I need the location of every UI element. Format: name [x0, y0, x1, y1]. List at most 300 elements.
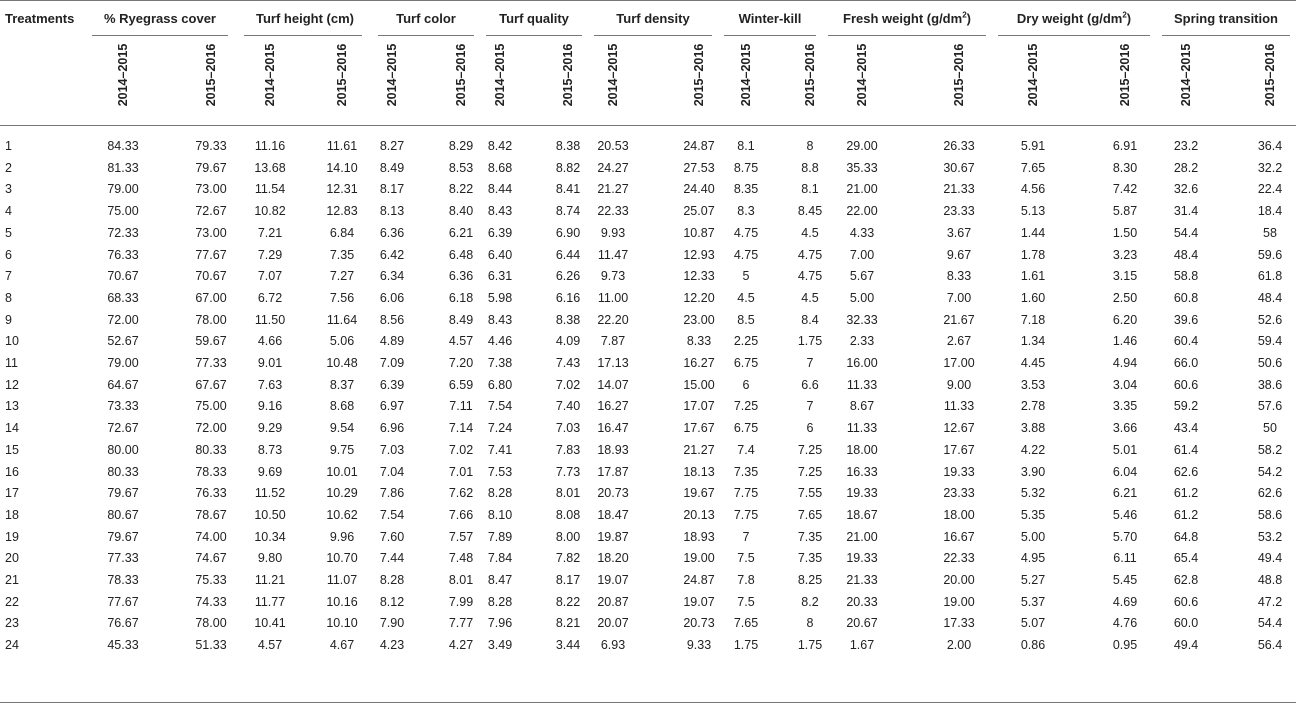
table-cell: 6.80: [487, 378, 513, 392]
table-cell: 5.87: [1112, 204, 1138, 218]
treatment-number: 7: [5, 269, 12, 283]
table-cell: 60.8: [1173, 291, 1199, 305]
table-cell: 75.00: [195, 399, 227, 413]
table-cell: 8.42: [487, 139, 513, 153]
treatment-number: 23: [5, 616, 19, 630]
table-cell: 0.86: [1020, 638, 1046, 652]
treatment-number: 17: [5, 486, 19, 500]
table-cell: 4.94: [1112, 356, 1138, 370]
table-cell: 21.00: [846, 530, 878, 544]
table-cell: 6.36: [448, 269, 474, 283]
table-cell: 8.74: [555, 204, 581, 218]
treatment-number: 13: [5, 399, 19, 413]
table-cell: 10.87: [683, 226, 715, 240]
group-underline: [828, 35, 986, 36]
table-cell: 3.35: [1112, 399, 1138, 413]
table-cell: 67.00: [195, 291, 227, 305]
table-cell: 8.29: [448, 139, 474, 153]
table-cell: 7.57: [448, 530, 474, 544]
table-cell: 3.88: [1020, 421, 1046, 435]
table-cell: 22.33: [597, 204, 629, 218]
bottom-rule: [0, 702, 1296, 703]
table-cell: 9.80: [257, 551, 283, 565]
table-cell: 38.6: [1257, 378, 1283, 392]
header-group-label: Turf height (cm): [256, 11, 354, 26]
table-cell: 7.14: [448, 421, 474, 435]
table-cell: 4.75: [797, 248, 823, 262]
table-cell: 10.34: [254, 530, 286, 544]
table-cell: 2.50: [1112, 291, 1138, 305]
group-underline: [244, 35, 362, 36]
table-cell: 52.6: [1257, 313, 1283, 327]
table-cell: 8.1: [801, 182, 819, 196]
table-cell: 3.67: [946, 226, 972, 240]
table-cell: 4.75: [733, 226, 759, 240]
table-cell: 8.67: [849, 399, 875, 413]
table-cell: 11.07: [326, 573, 358, 587]
table-cell: 2.67: [946, 334, 972, 348]
table-cell: 7: [742, 530, 750, 544]
table-cell: 3.44: [555, 638, 581, 652]
table-cell: 8.30: [1112, 161, 1138, 175]
header-group-label: Fresh weight (g/dm: [843, 11, 963, 26]
table-cell: 1.44: [1020, 226, 1046, 240]
table-cell: 68.33: [107, 291, 139, 305]
table-cell: 9.33: [686, 638, 712, 652]
table-cell: 8.73: [257, 443, 283, 457]
header-group: [828, 11, 986, 26]
table-cell: 75.33: [195, 573, 227, 587]
table-cell: 5.46: [1112, 508, 1138, 522]
table-cell: 45.33: [107, 638, 139, 652]
table-cell: 1.67: [849, 638, 875, 652]
table-cell: 8.01: [448, 573, 474, 587]
table-cell: 7.96: [487, 616, 513, 630]
table-cell: 2.00: [946, 638, 972, 652]
table-cell: 16.27: [597, 399, 629, 413]
table-cell: 18.00: [846, 443, 878, 457]
header-group: [486, 11, 582, 26]
header-rule: [0, 125, 1296, 126]
table-cell: 7.56: [329, 291, 355, 305]
year-label: 2014–2015: [116, 43, 130, 107]
table-cell: 61.4: [1173, 443, 1199, 457]
year-label: 2014–2015: [855, 43, 869, 107]
table-cell: 5.27: [1020, 573, 1046, 587]
table-cell: 8.38: [555, 313, 581, 327]
table-cell: 6.93: [600, 638, 626, 652]
table-cell: 10.48: [326, 356, 358, 370]
table-cell: 79.67: [195, 161, 227, 175]
header-group-label: % Ryegrass cover: [103, 11, 216, 26]
table-cell: 7.5: [737, 595, 755, 609]
table-cell: 72.33: [107, 226, 139, 240]
table-cell: 77.67: [195, 248, 227, 262]
table-cell: 11.00: [597, 291, 629, 305]
table-cell: 35.33: [846, 161, 878, 175]
table-cell: 58.6: [1257, 508, 1283, 522]
group-underline: [92, 35, 228, 36]
table-cell: 18.13: [683, 465, 715, 479]
table-cell: 7.35: [797, 530, 823, 544]
table-cell: 52.67: [107, 334, 139, 348]
table-cell: 1.75: [797, 334, 823, 348]
table-cell: 1.50: [1112, 226, 1138, 240]
table-cell: 6.18: [448, 291, 474, 305]
table-cell: 6.39: [487, 226, 513, 240]
header-group: [92, 11, 228, 26]
table-cell: 8: [806, 616, 814, 630]
table-cell: 12.67: [943, 421, 975, 435]
table-cell: 11.33: [943, 399, 975, 413]
year-label: 2014–2015: [263, 43, 277, 107]
year-label: 2015–2016: [335, 43, 349, 107]
table-cell: 8.37: [329, 378, 355, 392]
table-cell: 11.61: [326, 139, 358, 153]
table-cell: 4.95: [1020, 551, 1046, 565]
table-cell: 72.00: [107, 313, 139, 327]
table-cell: 7.00: [946, 291, 972, 305]
table-cell: 12.93: [683, 248, 715, 262]
table-cell: 19.07: [597, 573, 629, 587]
header-group-suffix: ): [966, 11, 971, 26]
table-cell: 80.33: [107, 465, 139, 479]
table-cell: 21.00: [846, 182, 878, 196]
table-cell: 7.11: [449, 399, 473, 413]
header-group: [378, 11, 474, 26]
table-cell: 7.77: [448, 616, 474, 630]
table-cell: 32.2: [1257, 161, 1283, 175]
header-group-label: Winter-kill: [738, 11, 802, 26]
table-cell: 7.63: [257, 378, 283, 392]
table-cell: 60.6: [1173, 595, 1199, 609]
table-cell: 19.33: [846, 551, 878, 565]
table-cell: 9.16: [257, 399, 283, 413]
table-cell: 7.75: [733, 486, 759, 500]
table-cell: 22.33: [943, 551, 975, 565]
table-cell: 78.00: [195, 313, 227, 327]
table-cell: 6.6: [801, 378, 819, 392]
table-cell: 1.78: [1020, 248, 1046, 262]
table-cell: 62.8: [1173, 573, 1199, 587]
table-cell: 64.8: [1173, 530, 1199, 544]
table-cell: 73.00: [195, 182, 227, 196]
table-cell: 0.95: [1112, 638, 1138, 652]
table-cell: 67.67: [195, 378, 227, 392]
table-cell: 3.90: [1020, 465, 1046, 479]
table-cell: 17.67: [943, 443, 975, 457]
table-cell: 4.66: [257, 334, 283, 348]
table-cell: 8.25: [797, 573, 823, 587]
table-cell: 43.4: [1173, 421, 1199, 435]
table-cell: 7.73: [555, 465, 581, 479]
table-cell: 29.00: [846, 139, 878, 153]
table-cell: 57.6: [1257, 399, 1283, 413]
table-cell: 74.33: [195, 595, 227, 609]
table-cell: 10.82: [254, 204, 286, 218]
table-cell: 16.33: [846, 465, 878, 479]
table-cell: 59.2: [1173, 399, 1199, 413]
table-cell: 18.47: [597, 508, 629, 522]
table-cell: 48.4: [1257, 291, 1283, 305]
table-cell: 17.67: [683, 421, 715, 435]
table-cell: 9.54: [329, 421, 355, 435]
table-cell: 8.2: [801, 595, 819, 609]
table-cell: 19.87: [597, 530, 629, 544]
table-cell: 11.50: [254, 313, 286, 327]
table-cell: 61.2: [1173, 486, 1199, 500]
table-cell: 18.20: [597, 551, 629, 565]
table-cell: 61.8: [1257, 269, 1283, 283]
table-cell: 7.03: [379, 443, 405, 457]
table-cell: 54.4: [1173, 226, 1199, 240]
table-cell: 6.16: [555, 291, 581, 305]
table-cell: 31.4: [1173, 204, 1199, 218]
table-cell: 16.67: [943, 530, 975, 544]
table-cell: 11.52: [254, 486, 286, 500]
table-cell: 78.67: [195, 508, 227, 522]
table-cell: 20.00: [943, 573, 975, 587]
treatment-number: 20: [5, 551, 19, 565]
table-cell: 6.91: [1112, 139, 1138, 153]
treatment-number: 12: [5, 378, 19, 392]
table-cell: 19.07: [683, 595, 715, 609]
table-cell: 6: [806, 421, 814, 435]
table-cell: 36.4: [1257, 139, 1283, 153]
table-cell: 7.66: [448, 508, 474, 522]
table-cell: 12.33: [683, 269, 715, 283]
table-cell: 59.4: [1257, 334, 1283, 348]
table-cell: 62.6: [1173, 465, 1199, 479]
table-cell: 2.33: [849, 334, 875, 348]
table-cell: 7.90: [379, 616, 405, 630]
table-cell: 7.21: [257, 226, 283, 240]
table-cell: 4.09: [555, 334, 581, 348]
table-cell: 66.0: [1173, 356, 1199, 370]
table-cell: 70.67: [195, 269, 227, 283]
top-rule: [0, 0, 1296, 1]
table-cell: 13.68: [254, 161, 286, 175]
table-cell: 80.33: [195, 443, 227, 457]
year-label: 2014–2015: [1026, 43, 1040, 107]
table-cell: 4.67: [329, 638, 355, 652]
table-cell: 7.25: [797, 465, 823, 479]
table-cell: 17.33: [943, 616, 975, 630]
table-cell: 18.93: [597, 443, 629, 457]
table-cell: 32.33: [846, 313, 878, 327]
table-cell: 11.54: [254, 182, 286, 196]
table-cell: 11.64: [326, 313, 358, 327]
table-cell: 8.68: [329, 399, 355, 413]
table-cell: 7.54: [379, 508, 405, 522]
table-cell: 77.67: [107, 595, 139, 609]
table-cell: 76.33: [195, 486, 227, 500]
table-cell: 76.67: [107, 616, 139, 630]
table-cell: 11.47: [597, 248, 629, 262]
table-cell: 5.13: [1020, 204, 1046, 218]
table-cell: 59.67: [195, 334, 227, 348]
table-cell: 8.27: [379, 139, 405, 153]
group-underline: [378, 35, 474, 36]
table-cell: 8.49: [448, 313, 474, 327]
table-cell: 4.56: [1020, 182, 1046, 196]
table-cell: 20.07: [597, 616, 629, 630]
year-label: 2014–2015: [493, 43, 507, 107]
table-cell: 79.33: [195, 139, 227, 153]
table-cell: 3.53: [1020, 378, 1046, 392]
table-cell: 5.98: [487, 291, 513, 305]
year-label: 2015–2016: [561, 43, 575, 107]
table-cell: 84.33: [107, 139, 139, 153]
table-cell: 8.17: [379, 182, 405, 196]
table-cell: 7.02: [448, 443, 474, 457]
table-cell: 8.4: [801, 313, 819, 327]
table-cell: 8: [806, 139, 814, 153]
table-cell: 8.45: [797, 204, 823, 218]
header-treatments: Treatments: [5, 11, 75, 26]
table-cell: 24.87: [683, 139, 715, 153]
header-group-label: Spring transition: [1174, 11, 1278, 26]
table-cell: 8.43: [487, 204, 513, 218]
table-cell: 7.82: [555, 551, 581, 565]
table-cell: 8.38: [555, 139, 581, 153]
table-cell: 28.2: [1173, 161, 1199, 175]
header-group: [594, 11, 712, 26]
year-label: 2015–2016: [1263, 43, 1277, 107]
table-cell: 7.62: [448, 486, 474, 500]
table-cell: 25.07: [683, 204, 715, 218]
table-cell: 8.12: [379, 595, 405, 609]
table-cell: 6.97: [379, 399, 405, 413]
table-cell: 6.34: [379, 269, 405, 283]
table-cell: 54.2: [1257, 465, 1283, 479]
table-cell: 77.33: [107, 551, 139, 565]
table-cell: 6.21: [448, 226, 474, 240]
table-cell: 4.69: [1112, 595, 1138, 609]
table-cell: 18.4: [1257, 204, 1283, 218]
table-cell: 8.53: [448, 161, 474, 175]
group-underline: [594, 35, 712, 36]
treatment-number: 3: [5, 182, 12, 196]
table-cell: 11.21: [254, 573, 286, 587]
table-cell: 7.27: [329, 269, 355, 283]
table-cell: 5.35: [1020, 508, 1046, 522]
table-cell: 7.48: [448, 551, 474, 565]
table-cell: 4.33: [849, 226, 875, 240]
table-cell: 6.20: [1112, 313, 1138, 327]
table-cell: 8.17: [555, 573, 581, 587]
group-underline: [486, 35, 582, 36]
table-cell: 7.20: [448, 356, 474, 370]
table-cell: 30.67: [943, 161, 975, 175]
table-cell: 7.35: [329, 248, 355, 262]
table-cell: 1.75: [733, 638, 759, 652]
treatment-number: 19: [5, 530, 19, 544]
table-cell: 17.13: [597, 356, 629, 370]
table-cell: 16.00: [846, 356, 878, 370]
table-cell: 7.60: [379, 530, 405, 544]
table-cell: 11.16: [254, 139, 286, 153]
group-underline: [1162, 35, 1290, 36]
treatment-number: 18: [5, 508, 19, 522]
year-label: 2015–2016: [454, 43, 468, 107]
table-cell: 5: [742, 269, 750, 283]
table-cell: 23.00: [683, 313, 715, 327]
table-cell: 58.8: [1173, 269, 1199, 283]
table-cell: 8.75: [733, 161, 759, 175]
table-cell: 73.00: [195, 226, 227, 240]
treatment-number: 8: [5, 291, 12, 305]
table-cell: 3.49: [487, 638, 513, 652]
table-cell: 78.33: [195, 465, 227, 479]
treatment-number: 6: [5, 248, 12, 262]
table-cell: 39.6: [1173, 313, 1199, 327]
table-cell: 60.6: [1173, 378, 1199, 392]
treatment-number: 15: [5, 443, 19, 457]
table-cell: 48.8: [1257, 573, 1283, 587]
table-cell: 50: [1263, 421, 1277, 435]
table-cell: 7.86: [379, 486, 405, 500]
table-cell: 32.6: [1173, 182, 1199, 196]
header-group-label: Turf density: [616, 11, 690, 26]
table-cell: 5.06: [329, 334, 355, 348]
table-cell: 21.33: [943, 182, 975, 196]
table-cell: 80.67: [107, 508, 139, 522]
table-cell: 20.67: [846, 616, 878, 630]
table-cell: 19.00: [943, 595, 975, 609]
table-cell: 8.8: [801, 161, 819, 175]
table-cell: 60.4: [1173, 334, 1199, 348]
table-cell: 8.00: [555, 530, 581, 544]
table-cell: 59.6: [1257, 248, 1283, 262]
table-cell: 79.00: [107, 182, 139, 196]
treatment-number: 5: [5, 226, 12, 240]
table-cell: 5.91: [1020, 139, 1046, 153]
table-cell: 8.82: [555, 161, 581, 175]
table-cell: 22.00: [846, 204, 878, 218]
table-cell: 12.83: [326, 204, 358, 218]
table-cell: 8.47: [487, 573, 513, 587]
table-cell: 20.73: [683, 616, 715, 630]
table-cell: 4.75: [733, 248, 759, 262]
table-cell: 7.65: [733, 616, 759, 630]
table-cell: 47.2: [1257, 595, 1283, 609]
table-cell: 6.96: [379, 421, 405, 435]
table-cell: 18.67: [846, 508, 878, 522]
table-cell: 64.67: [107, 378, 139, 392]
table-cell: 9.29: [257, 421, 283, 435]
table-cell: 79.00: [107, 356, 139, 370]
table-cell: 10.41: [254, 616, 286, 630]
table-cell: 4.45: [1020, 356, 1046, 370]
table-cell: 7.01: [448, 465, 474, 479]
table-cell: 1.61: [1020, 269, 1046, 283]
table-cell: 8.01: [555, 486, 581, 500]
treatment-number: 9: [5, 313, 12, 327]
table-cell: 70.67: [107, 269, 139, 283]
table-cell: 7.8: [737, 573, 755, 587]
table-cell: 7.41: [487, 443, 513, 457]
table-cell: 4.89: [379, 334, 405, 348]
table-cell: 7.35: [733, 465, 759, 479]
table-cell: 9.69: [257, 465, 283, 479]
table-cell: 7.44: [379, 551, 405, 565]
table-cell: 54.4: [1257, 616, 1283, 630]
table-cell: 53.2: [1257, 530, 1283, 544]
table-cell: 65.4: [1173, 551, 1199, 565]
table-cell: 2.78: [1020, 399, 1046, 413]
table-cell: 7.07: [257, 269, 283, 283]
